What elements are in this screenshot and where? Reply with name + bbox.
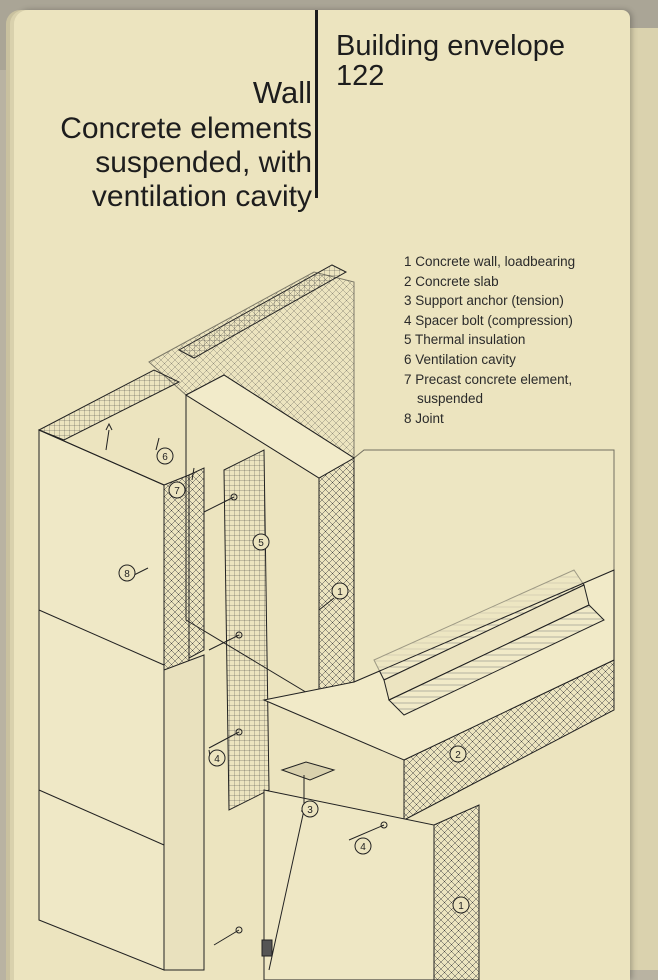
book-page <box>14 10 630 980</box>
svg-text:6: 6 <box>162 452 168 463</box>
legend-item: 7 Precast concrete element, <box>404 371 573 387</box>
spacer-bolt <box>214 927 242 945</box>
svg-text:4: 4 <box>214 754 220 765</box>
subtitle-line: ventilation cavity <box>91 180 312 213</box>
callout-2 <box>450 746 466 762</box>
svg-text:3: 3 <box>307 805 313 816</box>
callout-4-lower <box>355 838 371 854</box>
legend-item: 3 Support anchor (tension) <box>404 293 564 309</box>
callout-1-lower <box>453 897 469 913</box>
legend-item: 8 Joint <box>404 410 444 426</box>
precast-element-top <box>39 370 179 440</box>
precast-element-face <box>39 430 164 970</box>
callout-6 <box>157 448 173 464</box>
legend-item: 4 Spacer bolt (compression) <box>404 312 573 328</box>
subtitle-line: Concrete elements <box>60 112 312 145</box>
facing-page-edge <box>628 28 658 970</box>
ventilation-arrow <box>156 438 159 450</box>
loadbearing-wall-section <box>319 458 354 700</box>
ventilation-arrow <box>106 424 112 450</box>
legend-item: 6 Ventilation cavity <box>404 351 516 367</box>
callout-4-upper <box>209 750 225 766</box>
thermal-insulation <box>224 450 269 810</box>
callout-5 <box>253 534 269 550</box>
subtitle-line: suspended, with <box>95 146 312 179</box>
svg-text:4: 4 <box>360 842 366 853</box>
callout-7 <box>169 482 185 498</box>
page-number: 122 <box>336 60 385 92</box>
page-title: Wall <box>252 75 312 110</box>
legend-item-continuation: suspended <box>417 391 484 407</box>
svg-text:8: 8 <box>124 569 130 580</box>
legend-item: 1 Concrete wall, loadbearing <box>404 254 576 269</box>
svg-text:2: 2 <box>455 750 461 761</box>
svg-text:5: 5 <box>258 538 264 549</box>
legend-item: 5 Thermal insulation <box>404 332 526 348</box>
svg-text:1: 1 <box>337 587 343 598</box>
lower-loadbearing-wall <box>434 805 479 980</box>
legend-item: 2 Concrete slab <box>404 273 499 289</box>
svg-text:1: 1 <box>458 901 464 912</box>
isometric-wall-drawing <box>14 10 630 980</box>
svg-text:7: 7 <box>174 486 180 497</box>
section-title: Building envelope <box>336 30 565 62</box>
